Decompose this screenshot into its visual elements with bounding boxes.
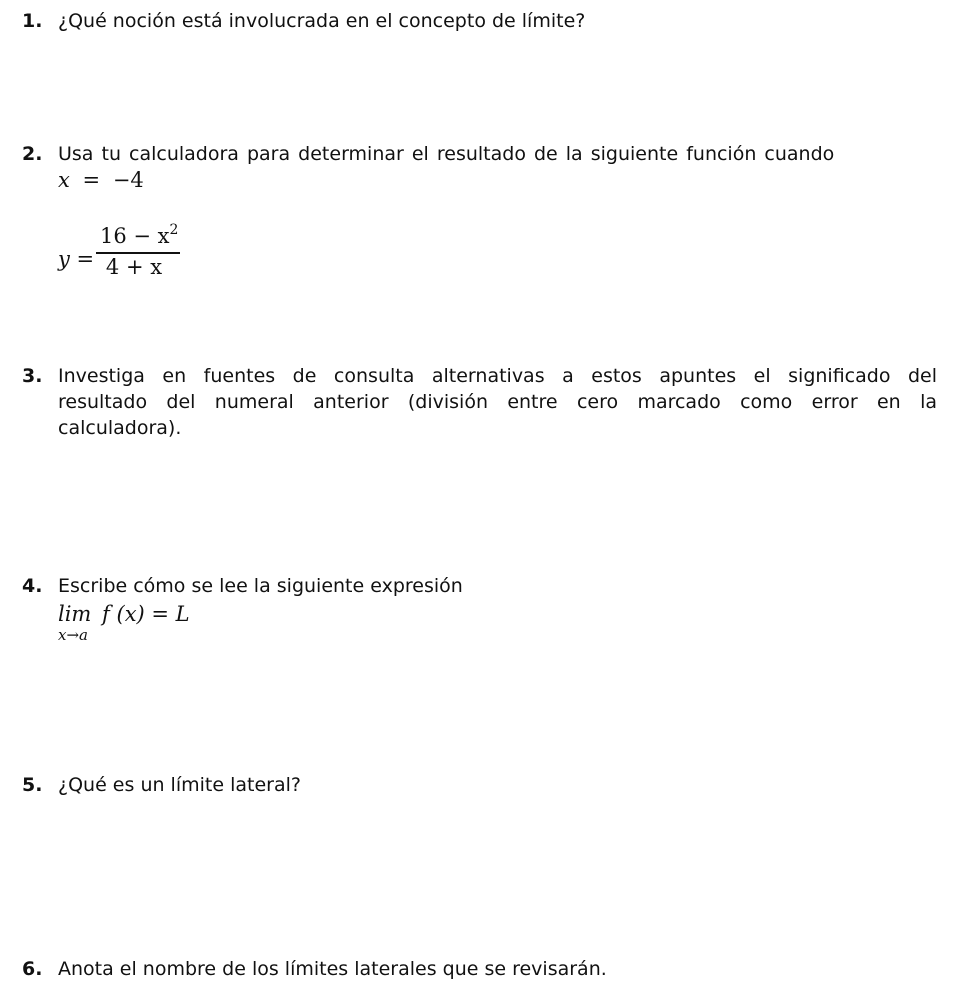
question-number: 3. [22, 365, 43, 387]
question-2 [22, 141, 937, 167]
lim-expression: f (x) = L [102, 602, 190, 626]
question-4 [22, 573, 937, 599]
fraction-bar [96, 252, 180, 254]
question-number: 5. [22, 774, 43, 796]
question-3 [22, 363, 937, 441]
exponent: 2 [169, 222, 179, 238]
variable-x: x [58, 168, 70, 192]
approach-condition [58, 168, 144, 192]
question-text: ¿Qué es un límite lateral? [58, 774, 301, 796]
numerator: $16 - x^2$ [100, 222, 179, 248]
lim-word: lim [58, 602, 92, 626]
question-text: Anota el nombre de los límites laterales que se revisarán. [58, 958, 607, 980]
limit-expression [58, 602, 190, 626]
lim-subscript: x→a [58, 626, 88, 644]
question-number: 4. [22, 575, 43, 597]
question-1 [22, 8, 937, 34]
function-lhs: y = [58, 247, 95, 271]
approach-value: −4 [112, 168, 144, 192]
equals-sign: = [82, 168, 101, 192]
question-number: 6. [22, 958, 43, 980]
question-text: Investiga en fuentes de consulta alternativas a estos apuntes el significado del resultado del numeral anterior (división entre cero marcado como error en la calculadora). [58, 365, 937, 439]
question-6 [22, 956, 937, 982]
question-number: 2. [22, 143, 43, 165]
question-number: 1. [22, 10, 43, 32]
denominator: 4 + x [105, 255, 163, 279]
function-fraction [100, 222, 179, 284]
question-text: Usa tu calculadora para determinar el resultado de la siguiente función cuando [58, 143, 835, 165]
question-text: ¿Qué noción está involucrada en el concepto de límite? [58, 10, 586, 32]
question-text: Escribe cómo se lee la siguiente expresión [58, 575, 463, 597]
question-5 [22, 772, 937, 798]
